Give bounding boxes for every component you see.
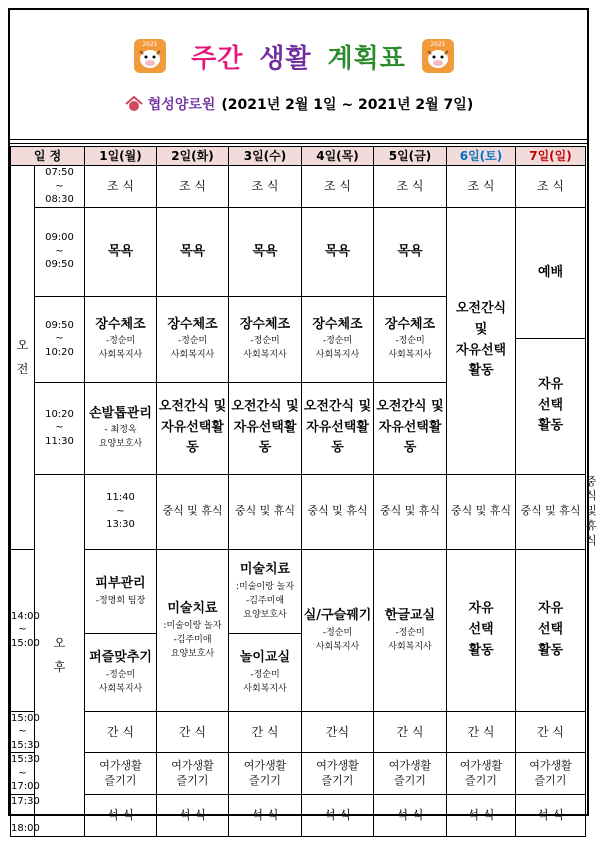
breakfast-cell: 조 식 bbox=[229, 166, 302, 208]
time-slot: 15:00 ~ 15:30 bbox=[11, 712, 40, 751]
dinner-cell: 석 식 bbox=[516, 795, 586, 837]
bath-cell: 목욕 bbox=[85, 207, 157, 296]
breakfast-cell: 조 식 bbox=[447, 166, 516, 208]
snack-cell: 간 식 bbox=[447, 711, 516, 753]
snack-cell: 간 식 bbox=[516, 711, 586, 753]
dinner-cell: 석 식 bbox=[229, 795, 302, 837]
exercise-cell: 장수체조 -정순미 사회복지사 bbox=[85, 296, 157, 382]
time-slot: 09:00 ~ 09:50 bbox=[35, 207, 85, 296]
lunch-cell: 중식 및 휴식 bbox=[157, 474, 229, 549]
art-therapy-cell: 미술치료 :미술이랑 놀자 -김주미애 요양보호사 bbox=[229, 549, 302, 633]
snack-cell: 간식 bbox=[302, 711, 374, 753]
table-row bbox=[11, 711, 586, 753]
leisure-cell: 여가생활 즐기기 bbox=[374, 753, 447, 795]
skin-care-cell: 피부관리 -정명희 팀장 bbox=[85, 549, 157, 633]
day-header-wed: 3일(수) bbox=[229, 147, 302, 166]
lunch-cell: 중식 및 휴식 bbox=[447, 474, 516, 549]
table-row: 오 후 11:40 ~ 13:30 중식 및 휴식 중식 및 휴식 중식 및 휴식 중식 및 휴식 중식 및 휴식 중식 및 휴식 중식 및 휴식 bbox=[11, 474, 586, 549]
exercise-cell: 장수체조 -정순미 사회복지사 bbox=[229, 296, 302, 382]
am-period-label: 오 전 bbox=[11, 166, 35, 550]
schedule-header: 일 정 bbox=[11, 147, 85, 166]
house-logo-icon bbox=[124, 96, 144, 112]
title-word-weekly: 주간 bbox=[191, 43, 244, 74]
schedule-period: (2021년 2월 1일 ~ 2021년 2월 7일) bbox=[221, 97, 474, 113]
table-row bbox=[11, 549, 586, 633]
org-name: 협성양로원 bbox=[147, 97, 216, 113]
dinner-cell: 석 식 bbox=[302, 795, 374, 837]
day-header-sat: 6일(토) bbox=[447, 147, 516, 166]
time-slot: 09:50 ~ 10:20 bbox=[35, 296, 85, 382]
time-slot: 10:20 ~ 11:30 bbox=[35, 382, 85, 474]
play-class-cell: 놀이교실 -정순미 사회복지사 bbox=[229, 633, 302, 711]
schedule-table bbox=[10, 146, 597, 837]
exercise-cell: 장수체조 -정순미 사회복지사 bbox=[302, 296, 374, 382]
time-slot: 14:00 ~ 15:00 bbox=[11, 549, 35, 711]
bath-cell: 목욕 bbox=[374, 207, 447, 296]
worship-cell: 예배 bbox=[516, 207, 586, 338]
sunday-free-choice-cell: 자유 선택 활동 bbox=[516, 338, 586, 474]
snack-free-cell: 오전간식 및 자유선택활동 bbox=[157, 382, 229, 474]
day-header-fri: 5일(금) bbox=[374, 147, 447, 166]
header-row bbox=[11, 147, 586, 166]
free-choice-cell: 자유 선택 활동 bbox=[516, 549, 586, 711]
leisure-cell: 여가생활 즐기기 bbox=[85, 753, 157, 795]
page-title bbox=[10, 36, 587, 76]
dinner-cell: 석 식 bbox=[447, 795, 516, 837]
nail-care-cell: 손발톱관리 - 최정옥 요양보호사 bbox=[85, 382, 157, 474]
leisure-cell: 여가생활 즐기기 bbox=[447, 753, 516, 795]
snack-cell: 간 식 bbox=[157, 711, 229, 753]
time-slot: 15:30 ~ 17:00 bbox=[11, 753, 35, 795]
snack-cell: 간 식 bbox=[374, 711, 447, 753]
badge-year: 2021 bbox=[142, 41, 158, 48]
lunch-cell: 중식 및 휴식 bbox=[374, 474, 447, 549]
bath-cell: 목욕 bbox=[302, 207, 374, 296]
day-header-sun: 7일(일) bbox=[516, 147, 586, 166]
day-header-tue: 2일(화) bbox=[157, 147, 229, 166]
table-row bbox=[11, 795, 586, 837]
time-slot: 07:50 ~ 08:30 bbox=[35, 166, 85, 208]
lunch-cell: 중식 및 휴식 bbox=[229, 474, 302, 549]
snack-free-cell: 오전간식 및 자유선택활동 bbox=[229, 382, 302, 474]
time-slot: 11:40 ~ 13:30 bbox=[85, 474, 157, 549]
breakfast-cell: 조 식 bbox=[157, 166, 229, 208]
divider bbox=[10, 143, 587, 144]
table-row bbox=[11, 166, 586, 208]
korean-class-cell: 한글교실 -정순미 사회복지사 bbox=[374, 549, 447, 711]
day-header-mon: 1일(월) bbox=[85, 147, 157, 166]
title-word-plan: 계획표 bbox=[327, 43, 406, 74]
weekend-am-activity-cell: 오전간식 및 자유선택 활동 bbox=[447, 207, 516, 474]
table-row bbox=[11, 207, 586, 252]
dinner-cell: 석 식 bbox=[85, 795, 157, 837]
exercise-cell: 장수체조 -정순미 사회복지사 bbox=[157, 296, 229, 382]
exercise-cell: 장수체조 -정순미 사회복지사 bbox=[374, 296, 447, 382]
day-header-thu: 4일(목) bbox=[302, 147, 374, 166]
lunch-cell: 중식 및 휴식 bbox=[516, 474, 586, 549]
breakfast-cell: 조 식 bbox=[516, 166, 586, 208]
snack-free-cell: 오전간식 및 자유선택활동 bbox=[302, 382, 374, 474]
bath-cell: 목욕 bbox=[157, 207, 229, 296]
breakfast-cell: 조 식 bbox=[374, 166, 447, 208]
snack-free-cell: 오전간식 및 자유선택활동 bbox=[374, 382, 447, 474]
dinner-cell: 석 식 bbox=[374, 795, 447, 837]
puzzle-cell: 퍼즐맞추기 -정순미 사회복지사 bbox=[85, 633, 157, 711]
title-word-life: 생활 bbox=[259, 43, 312, 74]
badge-year: 2021 bbox=[430, 41, 446, 48]
bead-craft-cell: 실/구슬꿰기 -정순미 사회복지사 bbox=[302, 549, 374, 711]
divider bbox=[10, 139, 587, 140]
art-therapy-cell: 미술치료 :미술이랑 놀자 -김주미애 요양보호사 bbox=[157, 549, 229, 711]
free-choice-cell: 자유 선택 활동 bbox=[447, 549, 516, 711]
dinner-cell: 석 식 bbox=[157, 795, 229, 837]
leisure-cell: 여가생활 즐기기 bbox=[302, 753, 374, 795]
lunch-cell: 중식 및 휴식 bbox=[302, 474, 374, 549]
snack-cell: 간 식 bbox=[229, 711, 302, 753]
leisure-cell: 여가생활 즐기기 bbox=[516, 753, 586, 795]
snack-cell: 간 식 bbox=[85, 711, 157, 753]
pm-period-label: 오 후 bbox=[35, 474, 85, 836]
leisure-cell: 여가생활 즐기기 bbox=[229, 753, 302, 795]
time-slot: 17:30 ~ 18:00 bbox=[11, 796, 40, 835]
breakfast-cell: 조 식 bbox=[302, 166, 374, 208]
bath-cell: 목욕 bbox=[229, 207, 302, 296]
table-row bbox=[11, 753, 586, 795]
subtitle bbox=[10, 92, 587, 116]
breakfast-cell: 조 식 bbox=[85, 166, 157, 208]
leisure-cell: 여가생활 즐기기 bbox=[157, 753, 229, 795]
